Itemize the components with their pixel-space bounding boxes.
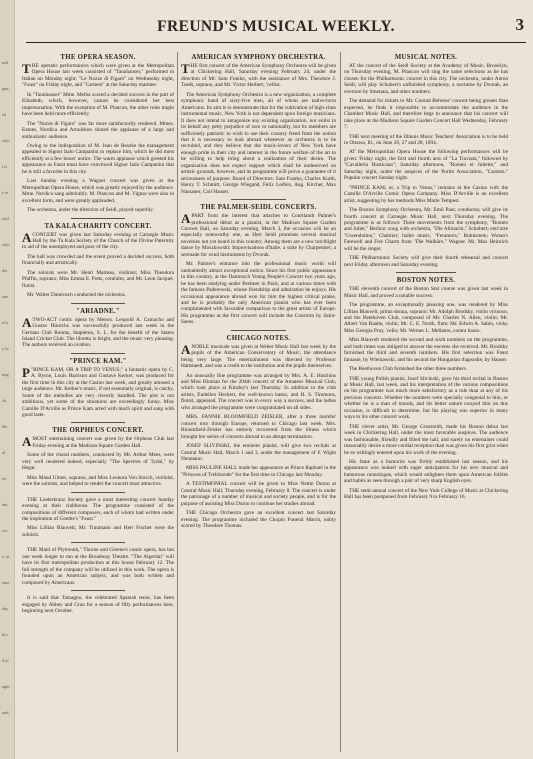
page-title: FREUND'S MUSICAL WEEKLY. — [157, 18, 395, 35]
article-paragraph — [22, 452, 174, 471]
drop-cap: A — [22, 314, 32, 330]
article-heading — [22, 223, 174, 230]
article-heading — [22, 54, 174, 61]
article-paragraph — [181, 341, 336, 370]
article-paragraph — [181, 414, 336, 440]
article-paragraph — [344, 185, 508, 204]
column-rule — [340, 52, 341, 752]
edge-fragment: e of — [2, 190, 9, 195]
heading-text: "PRINCE KAM." — [69, 357, 127, 365]
article-paragraph — [344, 337, 508, 363]
section-divider — [71, 492, 126, 493]
paragraph-text: CONCERT was given last Saturday evening at Carnegie Music Hall by the Ta Kala Society of the Church of the Divine Paternity in aid of the unemployed and poor of the city. — [22, 231, 174, 251]
paragraph-text: NOBLE musicale was given at Weber Music Hall last week by the pupils of the American Conservatory of Music, the attendance being very large. The entertainment was directed by Professor Hattstaedt, and was a credit to the institution and the pupils themselves. — [181, 343, 336, 370]
paragraph-text: MISS PAULINE HALL made her appearance as Prince Raphael in the "Princess of Trebizonde" for the first time in Chicago last Monday. — [181, 465, 336, 478]
paragraph-text: Mr. Palmer's entrance into the professional music world will undoubtedly attract exceptional notice. Since his first public appearance in this country, at the Damrosch Young People's Concert two years ago, he has been studying under Breitner in Paris, and at various times with the famous Paderewski, whose friendship and admiration he enjoys. His occasional appearance abroad won for him the highest critical praise, and he is probably the only American pianist who has ever been complimented with favorable comparison to the great artists of Europe. His programme at the first concert will include the Concerto by Saint-Saens. — [181, 261, 336, 326]
article-paragraph — [344, 366, 508, 372]
paragraph-text: HE first concert of the American Symphony Orchestra will be given at Chickering Hall, Saturday evening February 24, under the direction of Mr. Sam Franko, with the assistance of Mrs. Theodore J. Toedt, soprano, and Mr. Victor Herbert, 'cellist. — [181, 63, 336, 89]
edge-fragment: al — [2, 450, 6, 455]
paragraph-text: MRS. FANNIE BLOOMFIELD ZEISLER, after a three months' concert tour through Europe, returned to Chicago last week. Mrs. Bloomfield-Zeisler has entirely recovered from the illness which brought her series of concerts abroad to an abrupt termination. — [181, 414, 336, 440]
heading-text: TA KALA CHARITY CONCERT. — [44, 222, 152, 230]
heading-text: THE PALMER-SEIDL CONCERTS. — [200, 204, 317, 212]
article-paragraph — [181, 510, 336, 529]
edge-fragment: t is — [2, 164, 8, 169]
article-paragraph — [181, 465, 336, 478]
article-paragraph — [22, 254, 174, 267]
article-paragraph — [344, 207, 508, 252]
paragraph-text: The "Nozze di Figaro" was far more satisfactorily rendered. Mmes. Eames, Nordica and Arnoldson shared the applause of a large and enthusiastic audience. — [22, 120, 174, 140]
paragraph-text: THE next meeting of the Illinois Music Teachers' Association is to be held in Ottawa, Ill., on June 26, 27 and 28, 1894. — [344, 133, 508, 146]
article-heading — [22, 308, 174, 315]
article-paragraph — [22, 364, 174, 419]
article-paragraph — [344, 302, 508, 334]
article-paragraph — [181, 373, 336, 412]
edge-fragment: e, at — [2, 554, 10, 559]
paragraph-text: A TESTIMONIAL concert will be given to Miss Nettie Durno at Central Music Hall, Thursday evening, February 8. The concert is under the patronage of a number of musical and society people, and is for the purpose of assisting Miss Durno to continue her studies abroad. — [181, 481, 336, 507]
article-paragraph — [344, 134, 508, 147]
article-paragraph — [22, 525, 174, 538]
article-heading — [181, 204, 336, 211]
paragraph-text: THE semi-annual concert of the New York College of Music at Chickering Hall has been postponed from February 9 to February 16. — [344, 487, 508, 501]
article-paragraph — [22, 207, 174, 213]
article-paragraph — [344, 376, 508, 421]
paragraph-text: THE Maid of Plymouth," Thorne and Greene's comic opera, has but one week longer to run at the Broadway Theatre. "The Algerian" will have its first metropolitan production at this house February 12. The full strength of the company will be utilized in this work. The opera is founded upon an American subject, and was both written and composed by Americans. — [22, 547, 174, 586]
edge-fragment: wo. — [2, 528, 9, 533]
paragraph-text: The demand for tickets to Mr. Conrad Behrens' concert being greater than expected, he finds it impossible to accommodate the audience in the Chamber Music Hall, and therefore begs to announce that his concert will take place at the Madison Square Garden Concert Hall Wednesday, February 7. — [344, 98, 508, 131]
paragraph-text: The programme, an exceptionally pleasing one, was rendered by Miss Lillian Blauvelt, prima donna, soprano; Mr. Adolph Brodsky, violin virtuoso, and the Beethoven Club, composed of Mr. Charles N. Allen, violin; Mr. Albert Van Raalte, violin; Mr. C. E. North, flute; Mr. Edwin A. Sabin, viola; Miss Georgia Pray, 'cello; Mr. Werner L. Mellamo, contra basso. — [344, 302, 508, 334]
article-heading — [344, 54, 508, 61]
edge-fragment: day — [2, 606, 9, 611]
article-paragraph — [344, 424, 508, 456]
article-paragraph — [344, 488, 508, 501]
article-paragraph — [22, 143, 174, 175]
section-divider — [231, 199, 287, 200]
edge-fragment: ht's — [2, 632, 8, 637]
edge-fragment: the — [2, 268, 8, 273]
drop-cap: A — [22, 434, 32, 450]
article-paragraph — [344, 255, 508, 268]
article-paragraph — [22, 497, 174, 523]
paragraph-text: Owing to the indisposition of M. Jean de Reszke the management appealed to Signor Italo Campanini to replace him, which he did most efficiently at a few hours' notice. The warm applause which greeted his appearance as Faust must have convinced Signor Italo Campanini that he is still a favorite in this city. — [22, 142, 174, 175]
heading-text: "ARIADNE." — [76, 307, 120, 315]
section-divider — [396, 272, 455, 273]
paragraph-text: TWO-ACT comic opera by Messrs. Leopold A. Camacho and Gustav Hinrichs was successfully produced last week in the German Club Rooms, Stapleton, S. I., for the benefit of the Staten Island Cricket Club. The libretto is bright, and the music very pleasing. The authors received an ovation. — [22, 316, 174, 349]
article-paragraph — [22, 229, 174, 251]
paragraph-text: The American Symphony Orchestra is a new organization, a complete symphonic band of sixty-five men, all of whom are native-born Americans. Its aim is to demonstrate that for the cultivation of high-class instrumental music, New York is not dependent upon foreign musicians. It does not intend to antagonize any existing organization, nor enlist in its behalf any petty prejudice of race or nationality, but its members are sufficiently patriotic to wish to see their country freed from the notion that it is necessary to look abroad whenever an orchestra is to be recruited, and they believe that the music-lovers of New York have enough pride in their city and interest in the future welfare of the art to be willing to help bring about a realization of their desire. The organization does not expect support which shall be undeserved on artistic grounds, however, and its programme will prove a guarantee of it seriousness of purpose. Board of Directors: Sam Franko, Charles Kurth, Henry T. Schmitt, George Wiegand, Felix Leifels, Aug. Kircher, Max Nassauer, Carl Hauser. — [181, 91, 336, 195]
paragraph-text: His fame as a humorist was firmly established last season, and his appearance was looked with eager anticipation for his new musical and humorous monologue, which would enlighten them upon American foibles and habits as seen through a pair of very sharp English eyes. — [344, 459, 508, 485]
paragraph-text: HE operatic performances which were given at the Metropolitan Opera House last week consisted of "Tannhauser," performed in Italian on Monday night; "Le Nozze di Figaro" on Wednesday night, "Faust" on Friday night, and "Carmen" at the Saturday matinee. — [22, 63, 174, 89]
article-heading — [181, 335, 336, 342]
edge-fragment: d to — [2, 658, 9, 663]
paragraph-text: THE clever artist, Mr. George Grossmith, made his Boston debut last week in Chickering Hall, under the most favorable auspices. The audience was fashionable, friendly and filled the hall, and surely no entertainer could reasonably desire a more cordial reception than was given his first grist when he so willingly entered upon his work of the evening. — [344, 423, 508, 456]
paragraph-text: Some of the choral numbers, conducted by Mr. Arthur Mees, were very well rendered indeed, especially "The Spectres of Tydal," by Hegar. — [22, 452, 174, 472]
paragraph-text: The soloists were Mr. Henri Marteau, violinist; Miss Theodora Pfaffin, soprano; Miss Emma E. Potts, contralto, and Mr. Leon Jacquet, flutist. — [22, 269, 174, 289]
column-middle — [181, 52, 336, 758]
article-paragraph — [22, 475, 174, 488]
edge-fragment: ned — [2, 60, 9, 65]
section-divider — [71, 590, 126, 591]
edge-fragment: ain — [2, 502, 8, 507]
article-heading — [22, 427, 174, 434]
paragraph-text: The orchestra, under the direction of Seidl, played superbly. — [27, 207, 154, 214]
edge-fragment: ch. — [2, 398, 8, 403]
page-header — [26, 12, 526, 43]
paragraph-text: An unusually fine programme was arranged by Mrs. A. E. Hutchins and Miss Hinman for the 204th concert of the Amateur Musical Club, which took place at Kinsley's last Thursday. In addition to the club artists, Eudellen Heckert, the well-known basso, and H. S. Timmons, flutist, appeared. The concert was in every way a success, and the ladies who arranged the programme were congratulated on all sides. — [181, 372, 336, 411]
edge-fragment: ed — [2, 112, 7, 117]
paragraph-text: In "Tannhauser" Mme. Melba scored a decided success in the part of Elisabeth, which, however, cannot be considered her best impersonation. With the exception of M. Plancon, the other roles might have been held more efficiently. — [22, 91, 174, 118]
section-divider — [231, 330, 287, 331]
paragraph-text: THE Philharmonic Society will give their fourth rehearsal and concert next Friday afternoon and Saturday evening. — [344, 255, 508, 268]
article-paragraph — [22, 292, 174, 298]
column-right — [344, 52, 508, 758]
paragraph-text: THE eleventh concert of the Boston Star course was given last week in Music Hall, and proved a notable success. — [344, 286, 508, 299]
article-paragraph — [344, 286, 508, 299]
article-paragraph — [344, 459, 508, 485]
section-divider — [71, 353, 126, 354]
paragraph-text: THE Chicago Orchestra gave an excellent concert last Saturday evening. The programme included the Chopin Funeral March, nobly scored by Theodore Thomas. — [181, 510, 336, 530]
article-paragraph — [344, 149, 508, 181]
paragraph-text: Miss Lillian Blauvelt, Mr. Traumann and Herr Fischer were the soloists. — [22, 525, 174, 538]
article-paragraph — [181, 63, 336, 89]
edge-fragment: who — [2, 242, 10, 247]
paragraph-text: PART from the interest that attaches to Courtlandt Palmer's professional debut as a pianist, at the Madison Square Garden Concert Hall, on Saturday evening, March 3, the occasion will be an especially noteworthy one, as Herr Seidl promises several musical novelties not yet heard in this country. Among them are a new torchlight dance by Moszkowski; Improvisations d'Italie, a suite by Charpentier; a serenade for wind instruments by Dvorak. — [181, 213, 336, 258]
section-divider — [71, 218, 126, 219]
paragraph-text: The Boston Symphony Orchestra, Mr. Emil Paur, conductor, will give its fourth concert at Carnegie Music Hall, next Thursday evening. The programme is as follows: Three movements from the symphony, "Romeo and Juliet," Berlioz; song with orchestra, "Die Allmacht," Schubert; entr'acte "Gwendoline," Chabrier; ballet music, "Feramors," Rubinstein; Wotan's Farewell and Fire Charm from "Die Walküre," Wagner. Mr. Max Heinrich will be the singer. — [344, 207, 508, 252]
paragraph-text: It is said that Tamagno, the celebrated Spanish tenor, has been engaged by Abbey and Grau for a season of fifty performances here, beginning next October. — [22, 595, 174, 614]
drop-cap: T — [181, 61, 190, 76]
article-paragraph — [22, 595, 174, 614]
article-heading — [181, 54, 336, 61]
edge-fragment: rie — [2, 476, 7, 481]
section-divider — [71, 542, 126, 543]
article-paragraph — [181, 481, 336, 507]
adjacent-page-edge — [0, 0, 15, 759]
article-paragraph — [22, 436, 174, 449]
edge-fragment: n is — [2, 320, 9, 325]
paragraph-text: "RINCE KAM, OR A TRIP TO VENUS," a fantastic opera by C. A. Byrne, Louis Harrison and Gustave Kerker, was produced for the first time in this city at the Casino last week, and greatly amused a large audience. Mr. Kerker's music, if not essentially original, is catchy. Some of the melodies are very cleverly handled. The plot is not ambitious, yet some of the situations are exceedingly funny. Miss Camille D'Arville as Prince Kam acted with much spirit and sang with good taste. — [22, 366, 174, 419]
article-paragraph — [22, 270, 174, 289]
article-paragraph — [181, 443, 336, 462]
column-left — [22, 52, 174, 758]
drop-cap: A — [181, 341, 191, 357]
heading-text: AMERICAN SYMPHONY ORCHESTRA. — [191, 54, 326, 61]
edge-fragment: gon, — [2, 86, 10, 91]
article-paragraph — [344, 98, 508, 130]
edge-fragment: ble — [2, 424, 8, 429]
section-divider — [71, 303, 126, 304]
edge-fragment: who — [2, 138, 10, 143]
article-paragraph — [22, 92, 174, 118]
paragraph-text: The hall was crowded and the event proved a decided success, both financially and artistically. — [22, 253, 174, 267]
heading-text: CHICAGO NOTES. — [226, 334, 291, 342]
paragraph-text: AT the Metropolitan Opera House the following performances will be given: Friday night, the first and fourth acts of "La Traviata," followed by "Cavalleria Rusticana"; Saturday afternoon, "Romeo et Juliette," and Saturday night, under the auspices of the Purim Association, "Carmen." Popular concert Sunday night. — [344, 149, 508, 182]
edge-fragment: one — [2, 294, 9, 299]
paragraph-text: MOST entertaining concert was given by the Orpheus Club last Friday evening at the Madison Square Garden Hall. — [32, 436, 174, 449]
heading-text: BOSTON NOTES. — [396, 277, 456, 285]
section-divider — [71, 422, 126, 423]
heading-text: MUSICAL NOTES. — [394, 54, 458, 61]
paragraph-text: THE young Polish pianist, Josef Slivinski, gave his third recital in Boston at Music Hall, last week, and his interpretation of the various compositions on his programme was much more satisfactory as a rule than at any of his previous concerts. Whether the numbers were specially congenial to him, or whether he is a man of moods, and his better nature swayed him on this occasion, is difficult to determine, but his playing was superior in many ways to his other concert work. — [344, 375, 508, 421]
paragraph-text: Last Sunday evening a Wagner concert was given at the Metropolitan Opera House, which was greatly enjoyed by the audience. Mme. Nordica sang admirably. M. Plancon and M. Vignas were also in excellent form, and were greatly applauded. — [22, 178, 174, 204]
drop-cap: P — [22, 364, 30, 380]
article-heading — [344, 277, 508, 284]
drop-cap: A — [181, 211, 191, 227]
paragraph-text: "PRINCE KAM; or, a Trip to Venus," remains at the Casino with the Camille D'Arville Comic Opera Company. Miss D'Arville is an excellent artist, suggesting by her methods Miss Marie Tempest. — [344, 184, 508, 204]
edge-fragment: y in — [2, 346, 9, 351]
article-paragraph — [22, 547, 174, 586]
column-rule — [177, 52, 178, 752]
edge-fragment: ught — [2, 684, 10, 689]
edge-fragment: ome — [2, 580, 10, 585]
heading-text: THE OPERA SEASON. — [60, 54, 136, 61]
article-paragraph — [22, 121, 174, 140]
article-paragraph — [22, 178, 174, 204]
paragraph-text: Mr. Walter Damrosch conducted the orchestra. — [27, 292, 126, 299]
heading-text: THE ORPHEUS CONCERT. — [52, 427, 144, 435]
drop-cap: A — [22, 229, 32, 245]
paragraph-text: Miss Blauvelt rendered the second and sixth numbers on the programme, and both times was obliged to answer the encores she received. Mr. Brodsky furnished the third and seventh numbers. His first selection was Faust fantasie, by Wieniawski, and his second the Hungarian rhapsodie, by Hauser. — [344, 337, 508, 363]
paragraph-text: AT the concert of the Seidl Society at the Academy of Music, Brooklyn, on Thursday evening, M. Plancon will sing the same selections as he has chosen for the Philharmonic concert in this city. The orchestra, under Anton Seidl, will play Schubert's unfinished symphony, a nocturne by Dvorak, an overture by Smetana, and other numbers. — [344, 63, 508, 95]
drop-cap: T — [22, 61, 31, 76]
article-paragraph — [344, 63, 508, 95]
paragraph-text: THE Liederkranz Society gave a most interesting concert Sunday evening at their clubhouse. The programme consisted of the compositions of different composers, each of whom had written under the inspiration of Goethe's "Faust." — [22, 496, 174, 523]
paragraph-text: Miss Maud Ulmer, soprano, and Miss Leonora Von Stosch, violinist, were the soloists, and helped to render the concert most attractive. — [22, 474, 174, 488]
page-number: 3 — [515, 15, 524, 34]
article-heading — [22, 358, 174, 365]
article-paragraph — [181, 261, 336, 326]
article-paragraph — [22, 314, 174, 349]
paragraph-text: The Beethoven Club furnished the other three numbers. — [349, 366, 467, 373]
article-paragraph — [181, 92, 336, 195]
edge-fragment: ried — [2, 216, 9, 221]
edge-fragment: ting — [2, 372, 9, 377]
article-paragraph — [181, 213, 336, 258]
edge-fragment: und, — [2, 710, 10, 715]
paragraph-text: JOSEF SLIVINSKI, the eminent pianist, will give two recitals at Central Music Hall, March 1 and 3, under the management of F. Wight Neumann. — [181, 443, 336, 463]
article-paragraph — [22, 63, 174, 89]
